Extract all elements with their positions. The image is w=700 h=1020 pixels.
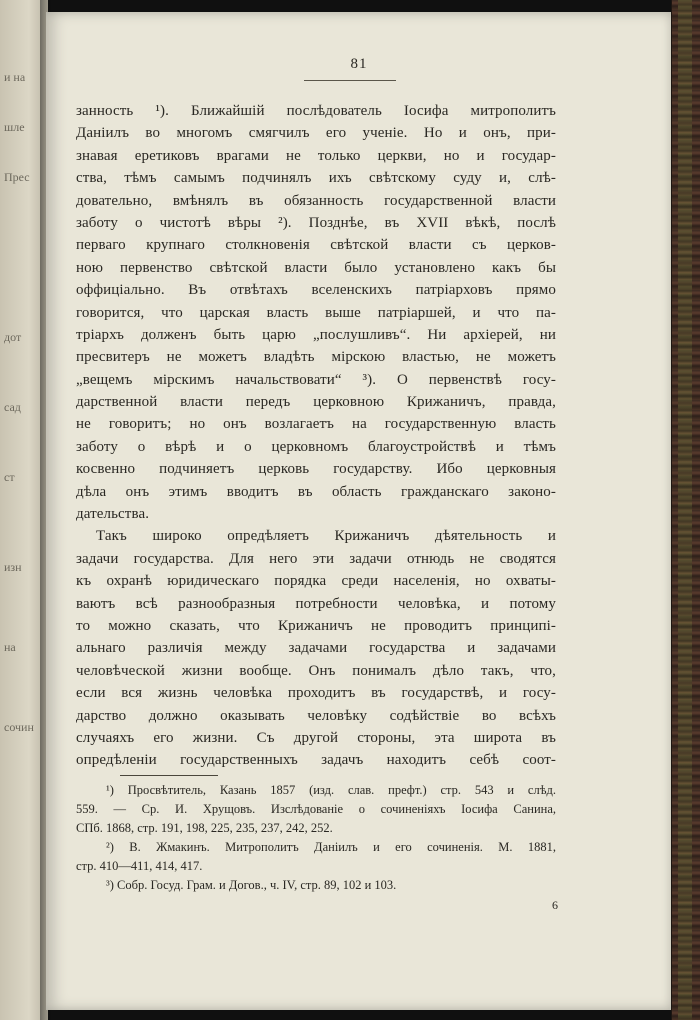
- text-line: говорится, что царская власть выше патріаршей, и что па-: [76, 304, 556, 321]
- book-binding: [671, 0, 700, 1020]
- footnotes: [76, 781, 556, 895]
- text-line: къ охранѣ юридическаго порядка среди населенія, но охваты-: [76, 573, 556, 590]
- text-line: перваго крупнаго столкновенія свѣтской власти съ церков-: [76, 237, 556, 254]
- text-line: оффиціально. Въ отвѣтахъ вселенскихъ патріарховъ прямо: [76, 282, 556, 299]
- text-line: Такъ широко опредѣляетъ Крижаничъ дѣятельность и: [96, 528, 556, 545]
- signature-mark: 6: [552, 898, 558, 912]
- header-rule: [304, 80, 396, 81]
- footnote-line: 559. — Ср. И. Хрущовъ. Изслѣдованіе о сочиненіяхъ Іосифа Санина,: [76, 802, 556, 816]
- text-line: тріархъ долженъ быть царю „послушливъ“. Ни архіерей, ни: [76, 326, 556, 343]
- text-line: пресвитеръ не можетъ владѣть мірскою властью, не можетъ: [76, 349, 556, 366]
- text-line: опредѣленіи государственныхъ задачъ находитъ себѣ соот-: [76, 752, 556, 769]
- footnote-line: ¹) Просвѣтитель, Казань 1857 (изд. слав. префт.) стр. 543 и слѣд.: [106, 783, 556, 797]
- text-line: задачи государства. Для него эти задачи отнюдь не сводятся: [76, 550, 556, 567]
- text-line: если вся жизнь человѣка проходитъ въ государствѣ, и госу-: [76, 685, 556, 702]
- text-line: дарство должно оказывать человѣку содѣйствіе во всѣхъ: [76, 707, 556, 724]
- text-line: человѣческой жизни вообще. Онъ понималъ дѣло такъ, что,: [76, 662, 556, 679]
- book-page: [46, 12, 672, 1010]
- text-line: довательно, вмѣнялъ въ обязанность государственной власти: [76, 192, 556, 209]
- text-line: „вещемъ мірскимъ начальствовати“ ³). О первенствѣ госу-: [76, 371, 556, 388]
- text-line: дарственной власти передъ церковною Крижаничъ, правда,: [76, 394, 556, 411]
- text-line: заботу о чистотѣ вѣры ²). Позднѣе, въ XVII вѣкѣ, послѣ: [76, 214, 556, 231]
- footnote-line: ³) Собр. Госуд. Грам. и Догов., ч. IV, стр. 89, 102 и 103.: [106, 878, 397, 892]
- footnote-line: ²) В. Жмакинъ. Митрополитъ Даніилъ и его сочиненія. М. 1881,: [106, 840, 556, 854]
- binding-stripe: [678, 0, 692, 1020]
- text-line: косвенно подчиняетъ церковь государству. Ибо церковныя: [76, 461, 556, 478]
- text-line: альнаго различія между задачами государства и задачами: [76, 640, 556, 657]
- body-text: [76, 100, 556, 772]
- text-line: ваютъ всѣ разнообразныя потребности человѣка, и потому: [76, 595, 556, 612]
- text-line: ною первенство свѣтской власти было установлено какъ бы: [76, 259, 556, 276]
- text-line: дѣла онъ этимъ вводитъ въ область гражданскаго законо-: [76, 483, 556, 500]
- text-line: не говоритъ; но онъ возлагаетъ на государственную власть: [76, 416, 556, 433]
- facing-page-edge: и на шле Прес дот сад ст изн на сочин: [0, 0, 48, 1020]
- text-line: Даніилъ во многомъ смягчилъ его ученіе. Но и онъ, при-: [76, 125, 556, 142]
- footnote-line: стр. 410—411, 414, 417.: [76, 859, 203, 873]
- page-number: 81: [350, 56, 368, 72]
- text-line: занность ¹). Ближайшій послѣдователь Іосифа митрополитъ: [76, 103, 556, 119]
- footnote-rule: [120, 775, 218, 776]
- text-line: дательства.: [76, 506, 150, 523]
- text-line: знавая еретиковъ врагами не только церкви, но и государ-: [76, 147, 556, 164]
- text-line: случаяхъ его жизни. Съ другой стороны, эта широта въ: [76, 729, 556, 746]
- text-line: заботу о вѣрѣ и о церковномъ благоустройствѣ и тѣмъ: [76, 438, 556, 455]
- text-line: то можно сказать, что Крижаничъ не проводитъ принципі-: [76, 617, 556, 634]
- footnote-line: СПб. 1868, стр. 191, 198, 225, 235, 237, 242, 252.: [76, 821, 333, 835]
- text-line: ства, тѣмъ самымъ подчинялъ ихъ свѣтскому суду и, слѣ-: [76, 170, 556, 187]
